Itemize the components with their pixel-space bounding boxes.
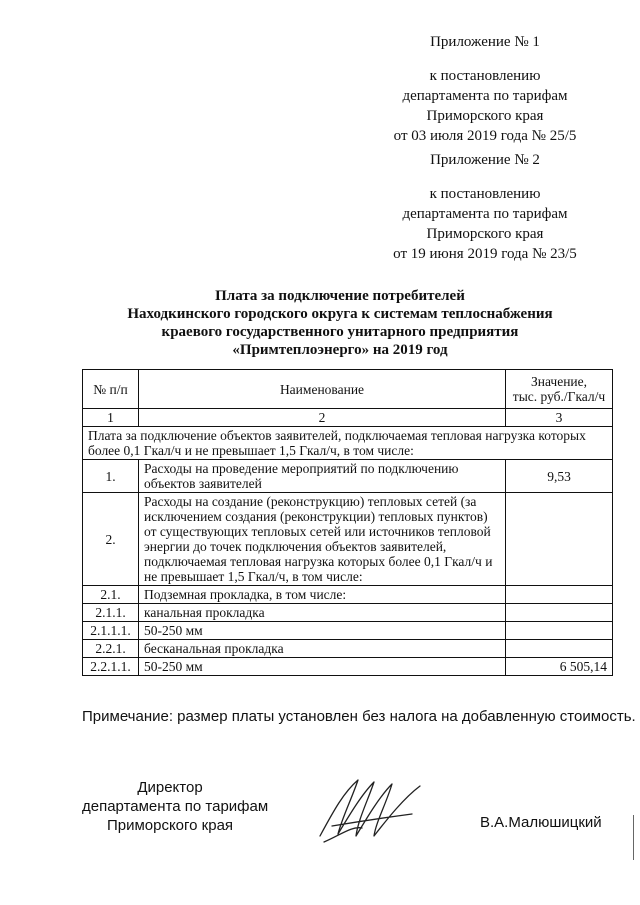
table-row — [83, 622, 613, 640]
handwritten-signature — [312, 770, 432, 850]
signer-title-line: департамента по тарифам — [82, 798, 269, 815]
appendix-1-date-number: от 03 июля 2019 года № 25/5 — [393, 128, 577, 144]
signer-title — [82, 778, 269, 835]
appendix-1-line: Приморского края — [426, 108, 544, 124]
appendix-2-block — [360, 150, 610, 264]
row-num: 2.1.1. — [83, 604, 139, 622]
header-value-line2: тыс. руб./Гкал/ч — [512, 389, 606, 404]
row-name: Расходы на проведение мероприятий по подключению объектов заявителей — [139, 460, 506, 493]
row-name: 50-250 мм — [139, 622, 506, 640]
signer-name: В.А.Малюшицкий — [480, 814, 602, 831]
row-value — [506, 604, 613, 622]
scan-edge-mark — [633, 815, 634, 860]
row-num: 2.1.1.1. — [83, 622, 139, 640]
appendix-1-heading: Приложение № 1 — [430, 34, 540, 50]
document-title — [60, 287, 620, 359]
row-value — [506, 493, 613, 586]
row-value — [506, 622, 613, 640]
row-name: бесканальная прокладка — [139, 640, 506, 658]
appendix-1-line: департамента по тарифам — [402, 88, 568, 104]
row-name: Расходы на создание (реконструкцию) тепловых сетей (за исключением создания (реконструкции) тепловых пунктов) от существующих тепловых сетей или источников тепловой энергии до точек подключения объектов заявителей, подключаемая тепловая нагрузка которых более 0,1 Гкал/ч и не превышает 1,5 Гкал/ч, в том числе: — [139, 493, 506, 586]
signer-title-line: Приморского края — [106, 817, 234, 834]
title-line: Плата за подключение потребителей — [215, 288, 465, 304]
section-text: Плата за подключение объектов заявителей, подключаемая тепловая нагрузка которых более 0,1 Гкал/ч и не превышает 1,5 Гкал/ч, в том числе: — [83, 427, 613, 460]
appendix-2-line: Приморского края — [426, 226, 544, 242]
table-row — [83, 604, 613, 622]
table-header-row — [83, 370, 613, 409]
row-num: 2.1. — [83, 586, 139, 604]
appendix-2-heading: Приложение № 2 — [430, 152, 540, 168]
table-row — [83, 586, 613, 604]
signer-title-line: Директор — [137, 779, 203, 796]
row-name: 50-250 мм — [139, 658, 506, 676]
row-name: Подземная прокладка, в том числе: — [139, 586, 506, 604]
header-value — [506, 370, 613, 409]
header-name: Наименование — [139, 370, 506, 409]
table-row — [83, 493, 613, 586]
row-value — [506, 640, 613, 658]
appendix-2-line: департамента по тарифам — [402, 206, 568, 222]
tariff-table — [82, 369, 613, 676]
row-value — [506, 586, 613, 604]
title-line: «Примтеплоэнерго» на 2019 год — [232, 342, 448, 358]
index-name: 2 — [139, 409, 506, 427]
table-section-row — [83, 427, 613, 460]
row-num: 2.2.1.1. — [83, 658, 139, 676]
table-row — [83, 640, 613, 658]
row-name: канальная прокладка — [139, 604, 506, 622]
row-value: 6 505,14 — [506, 658, 613, 676]
row-num: 1. — [83, 460, 139, 493]
header-num: № п/п — [83, 370, 139, 409]
table-row — [83, 658, 613, 676]
row-num: 2. — [83, 493, 139, 586]
appendix-2-line: к постановлению — [429, 186, 541, 202]
appendix-1-line: к постановлению — [429, 68, 541, 84]
index-num: 1 — [83, 409, 139, 427]
row-value: 9,53 — [506, 460, 613, 493]
table-index-row — [83, 409, 613, 427]
vat-note: Примечание: размер платы установлен без налога на добавленную стоимость. — [82, 708, 636, 725]
row-num: 2.2.1. — [83, 640, 139, 658]
appendix-2-date-number: от 19 июня 2019 года № 23/5 — [393, 246, 577, 262]
title-line: Находкинского городского округа к системам теплоснабжения — [127, 306, 553, 322]
index-value: 3 — [506, 409, 613, 427]
table-row — [83, 460, 613, 493]
title-line: краевого государственного унитарного предприятия — [161, 324, 519, 340]
header-value-line1: Значение, — [530, 374, 588, 389]
appendix-1-block — [360, 32, 610, 146]
